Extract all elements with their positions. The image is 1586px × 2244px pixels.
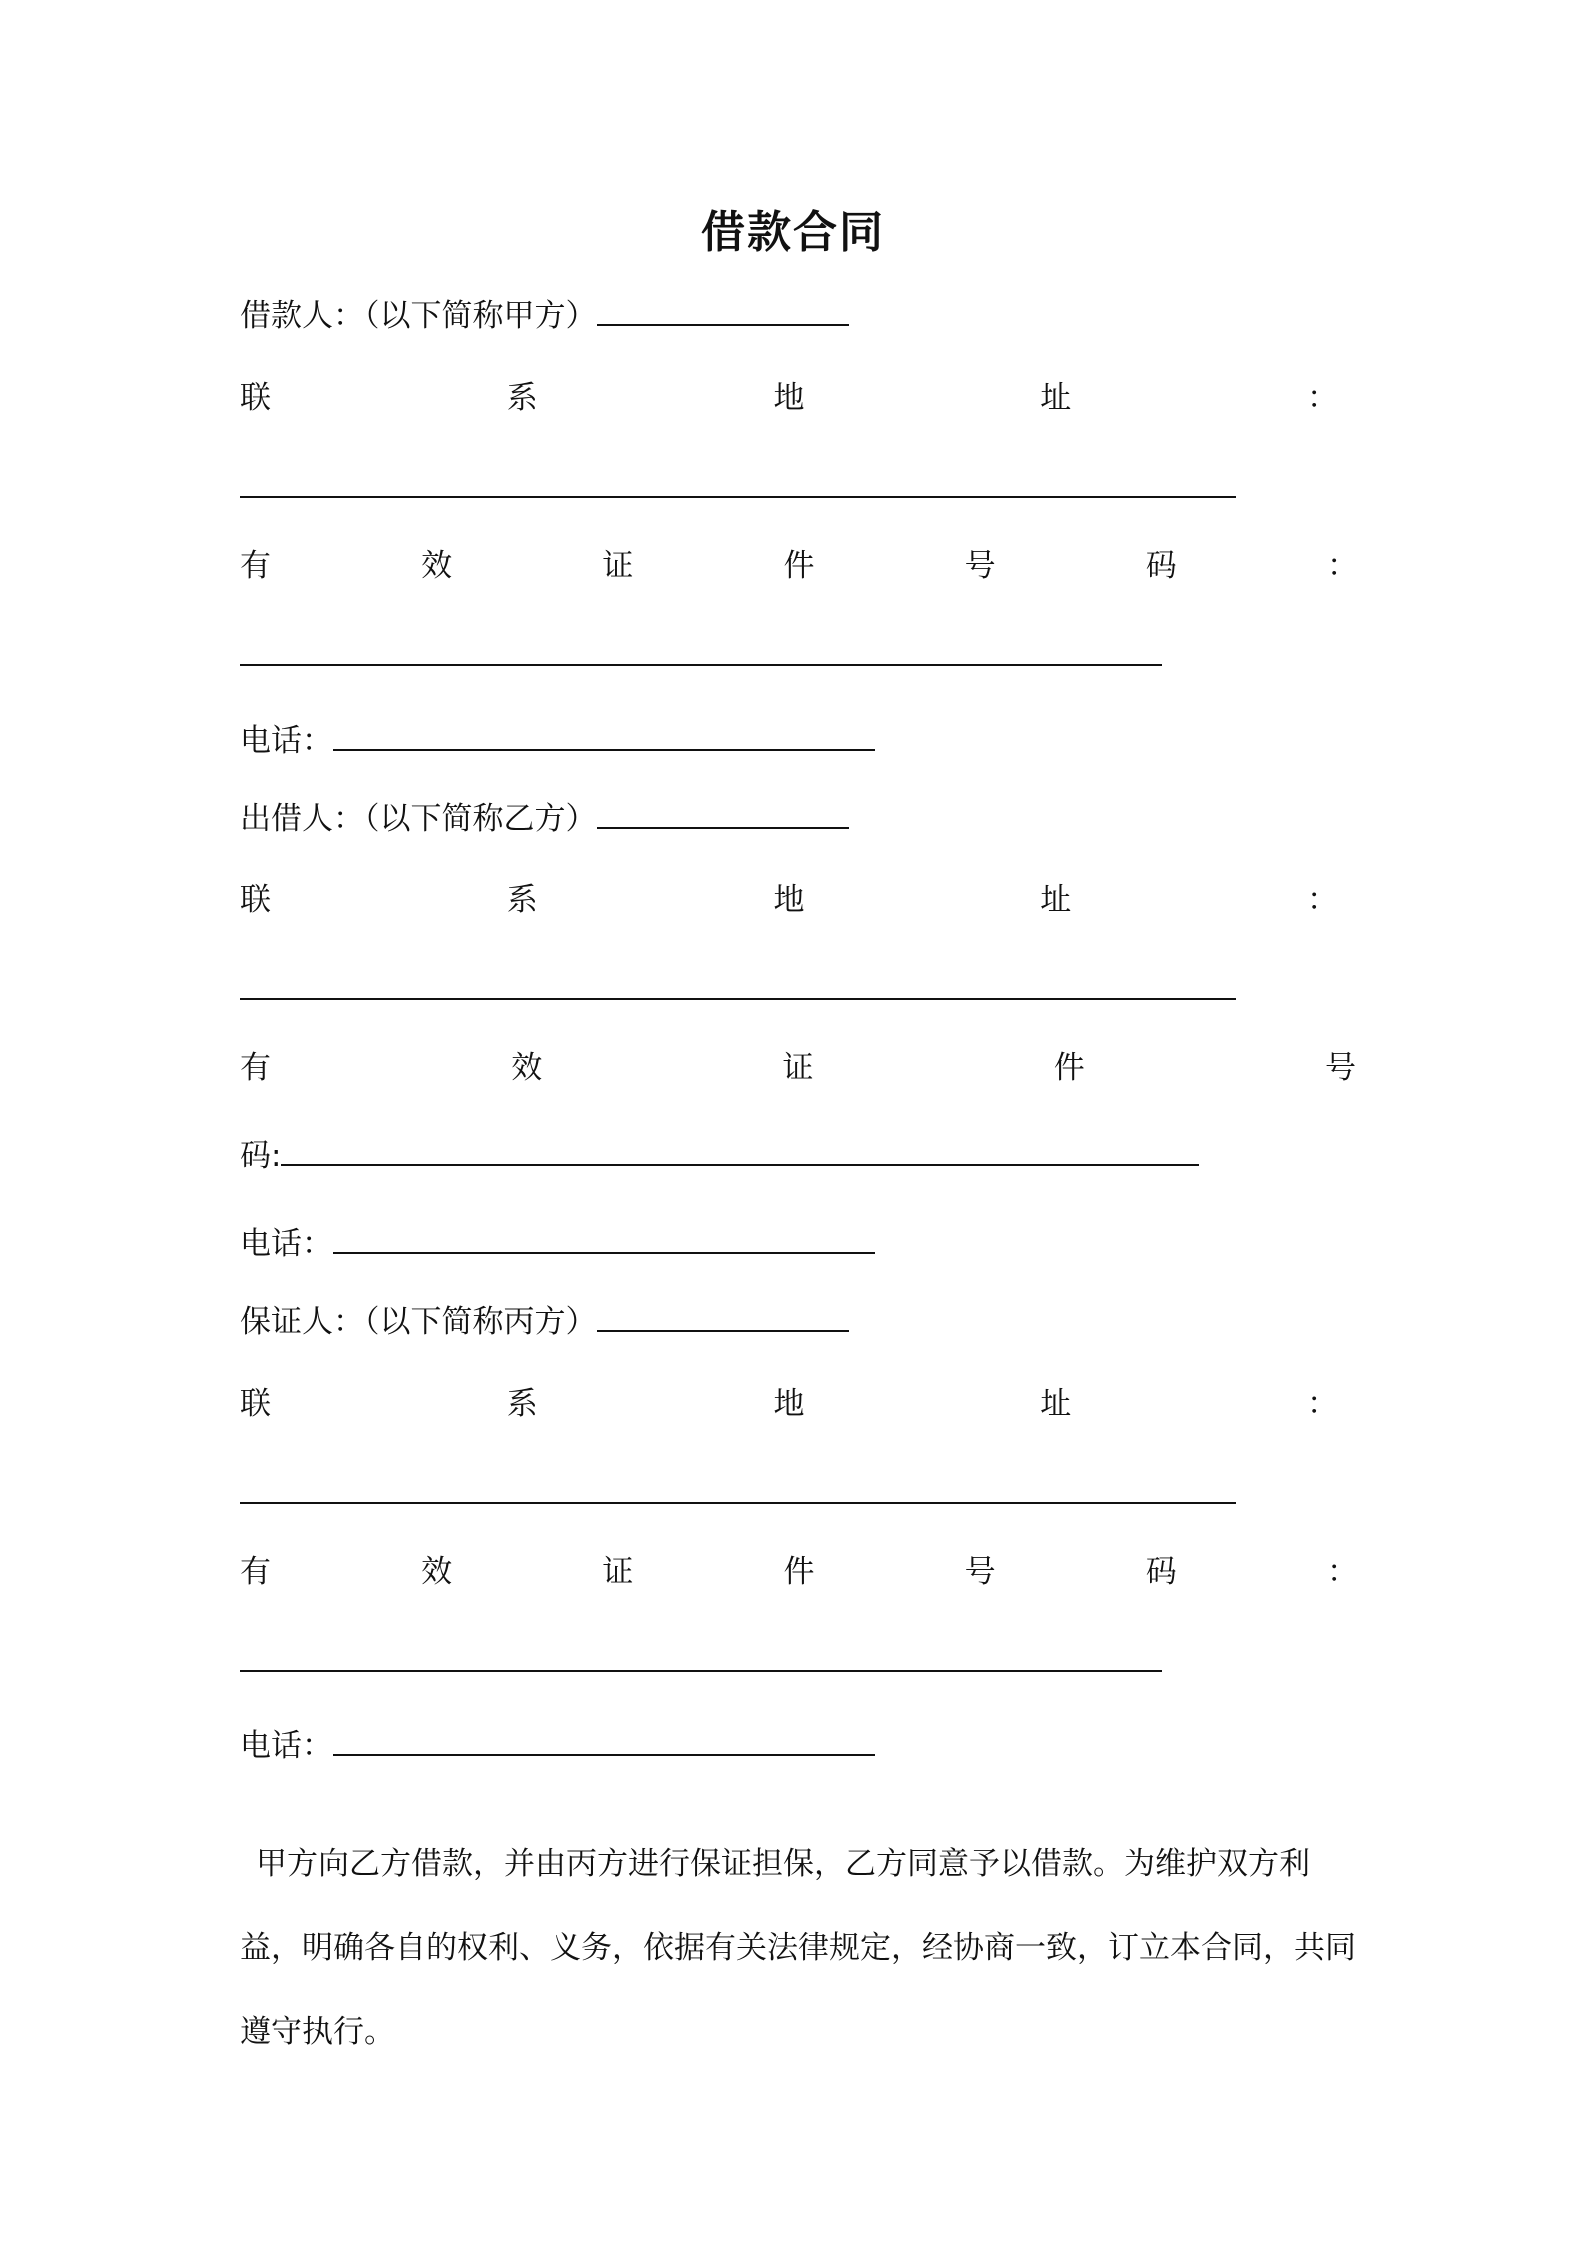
lender-address-label: 联 系 地 址 ： (240, 882, 1338, 918)
lender-label: 出借人：（以下简称乙方） (240, 801, 597, 837)
lender-address-blank (240, 998, 1236, 1000)
lender-id-tail: 码: (240, 1138, 282, 1174)
guarantor-label: 保证人：（以下简称丙方） (240, 1304, 597, 1340)
borrower-id-label: 有 效 证 件 号 码 ： (240, 548, 1358, 584)
lender-name-blank (597, 797, 849, 829)
guarantor-line (240, 1300, 849, 1342)
preamble-paragraph: 甲方向乙方借款，并由丙方进行保证担保，乙方同意予以借款。为维护双方利益，明确各自的权利、义务，依据有关法律规定，经协商一致，订立本合同，共同遵守执行。 (240, 1846, 1356, 2050)
borrower-phone-line (240, 719, 875, 761)
lender-phone-line (240, 1222, 875, 1264)
lender-id-blank (281, 1134, 1199, 1166)
lender-line (240, 797, 849, 839)
borrower-phone-blank (333, 719, 875, 751)
borrower-phone-label: 电话： (240, 723, 333, 759)
guarantor-phone-label: 电话： (240, 1728, 333, 1764)
lender-phone-label: 电话： (240, 1226, 333, 1262)
guarantor-address-label: 联 系 地 址 ： (240, 1386, 1338, 1422)
lender-id-line (240, 1134, 1199, 1176)
borrower-id-blank (240, 664, 1162, 666)
guarantor-id-blank (240, 1670, 1162, 1672)
guarantor-phone-line (240, 1724, 875, 1766)
document-title: 借款合同 (701, 207, 885, 258)
borrower-address-blank (240, 496, 1236, 498)
borrower-label: 借款人：（以下简称甲方） (240, 298, 597, 334)
lender-phone-blank (333, 1222, 875, 1254)
guarantor-name-blank (597, 1300, 849, 1332)
guarantor-address-blank (240, 1502, 1236, 1504)
borrower-line (240, 294, 849, 336)
lender-id-label: 有 效 证 件 号 (240, 1050, 1356, 1086)
borrower-name-blank (597, 294, 849, 326)
guarantor-phone-blank (333, 1724, 875, 1756)
guarantor-id-label: 有 效 证 件 号 码 ： (240, 1554, 1358, 1590)
borrower-address-label: 联 系 地 址 ： (240, 380, 1338, 416)
